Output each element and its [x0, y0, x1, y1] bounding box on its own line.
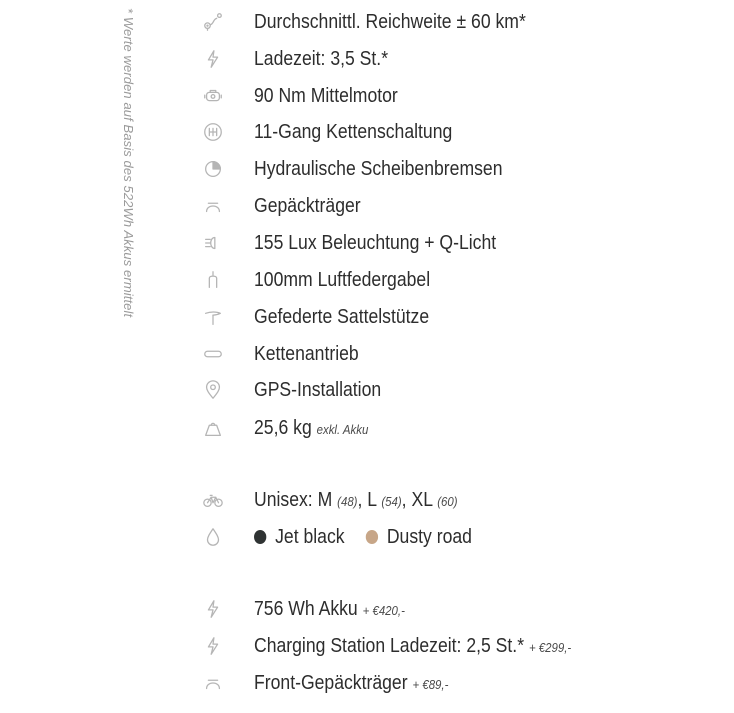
option-name: 756 Wh Akku	[254, 597, 358, 620]
feature-row	[200, 228, 529, 258]
feature-text: 90 Nm Mittelmotor	[254, 84, 398, 107]
option-price: + €89,-	[412, 676, 449, 692]
colors-text	[254, 526, 472, 549]
option-name: Charging Station Ladezeit: 2,5 St.*	[254, 634, 525, 657]
fork-icon	[200, 267, 226, 293]
brake-disc-icon	[200, 156, 226, 182]
color-swatch-jet-black[interactable]	[254, 530, 266, 544]
bolt-icon	[200, 46, 226, 72]
option-text	[254, 635, 571, 658]
feature-row	[200, 413, 384, 443]
feature-text: 155 Lux Beleuchtung + Q-Licht	[254, 231, 497, 254]
paint-drop-icon	[200, 524, 226, 550]
feature-text: Kettenantrieb	[254, 342, 359, 365]
color-swatch-dusty-road[interactable]	[366, 530, 378, 544]
option-price: + €420,-	[362, 602, 405, 618]
option-text	[254, 672, 448, 695]
headlight-icon	[200, 230, 226, 256]
bicycle-icon	[200, 487, 226, 513]
sizes-prefix: Unisex:	[254, 488, 318, 511]
option-row	[200, 668, 475, 698]
color-name[interactable]: Dusty road	[386, 525, 472, 548]
feature-text: Durchschnittl. Reichweite ± 60 km*	[254, 10, 526, 33]
feature-text	[254, 417, 368, 440]
option-price: + €299,-	[528, 639, 572, 655]
rack-icon	[200, 193, 226, 219]
route-icon	[200, 9, 226, 35]
footnote-vertical	[118, 8, 136, 358]
size-value: (48)	[337, 493, 358, 509]
bolt-icon	[200, 596, 226, 622]
chain-icon	[200, 341, 226, 367]
colors-row	[200, 522, 502, 552]
size-label: L	[367, 488, 377, 511]
option-name: Front-Gepäckträger	[254, 671, 408, 694]
rack-icon	[200, 670, 226, 696]
feature-row	[200, 191, 375, 221]
feature-row	[200, 265, 454, 295]
size-label: XL	[411, 488, 433, 511]
weight-icon	[200, 415, 226, 441]
feature-row	[200, 44, 406, 74]
feature-text: 11-Gang Kettenschaltung	[254, 120, 453, 143]
feature-text: Gefederte Sattelstütze	[254, 305, 430, 328]
gear-shift-icon	[200, 119, 226, 145]
motor-icon	[200, 83, 226, 109]
weight-note: exkl. Akku	[316, 421, 369, 437]
feature-text: Gepäckträger	[254, 194, 361, 217]
feature-text: 100mm Luftfedergabel	[254, 268, 431, 291]
feature-row	[200, 154, 536, 184]
option-text	[254, 598, 405, 621]
feature-row	[200, 375, 399, 405]
option-row	[200, 594, 425, 624]
feature-row	[200, 7, 563, 37]
feature-text: Hydraulische Scheibenbremsen	[254, 157, 503, 180]
location-pin-icon	[200, 377, 226, 403]
sizes-row	[200, 485, 485, 515]
feature-row	[200, 117, 479, 147]
size-label: M	[317, 488, 333, 511]
weight-value: 25,6 kg	[254, 416, 312, 439]
size-value: (54)	[381, 493, 402, 509]
feature-text: GPS-Installation	[254, 378, 382, 401]
bolt-icon	[200, 633, 226, 659]
feature-row	[200, 302, 453, 332]
feature-row	[200, 81, 417, 111]
sizes-text: Unisex: M (48), L (54), XL (60)	[254, 488, 458, 511]
feature-row	[200, 339, 373, 369]
color-name[interactable]: Jet black	[275, 525, 345, 548]
footnote-text: * Werte werden auf Basis des 522Wh Akkus ermittelt	[121, 8, 136, 318]
feature-text: Ladezeit: 3,5 St.*	[254, 47, 389, 70]
option-row	[200, 631, 615, 661]
size-value: (60)	[437, 493, 458, 509]
seatpost-icon	[200, 304, 226, 330]
